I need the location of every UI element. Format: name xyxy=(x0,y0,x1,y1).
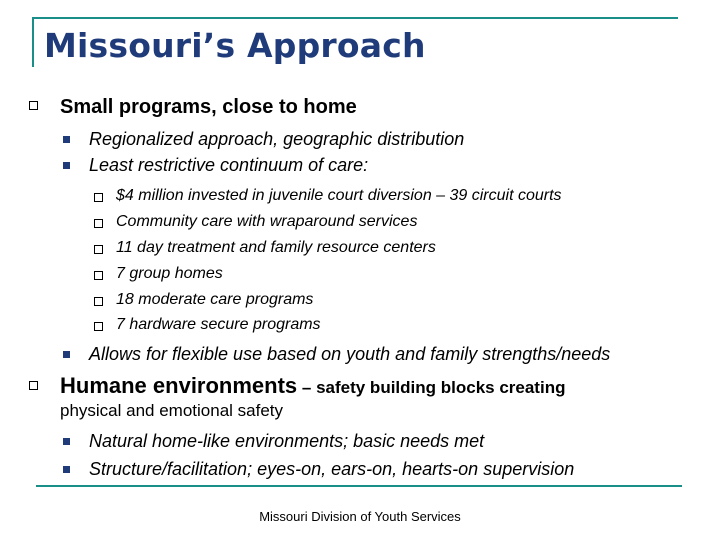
title-frame-left-rule xyxy=(32,17,34,67)
filled-square-bullet-icon xyxy=(63,136,70,143)
filled-square-bullet-icon xyxy=(63,351,70,358)
sub-item-secure-programs: 7 hardware secure programs xyxy=(116,316,321,333)
filled-square-bullet-icon xyxy=(63,162,70,169)
footer-rule xyxy=(36,485,682,487)
hollow-square-bullet-icon xyxy=(94,322,103,331)
sub-item-group-homes: 7 group homes xyxy=(116,265,223,282)
humane-environments-continuation: physical and emotional safety xyxy=(60,401,284,420)
bullet-flexible-use: Allows for flexible use based on youth and family strengths/needs xyxy=(89,344,611,364)
sub-item-moderate-care: 18 moderate care programs xyxy=(116,291,314,308)
hollow-square-bullet-icon xyxy=(94,219,103,228)
bullet-natural-home: Natural home-like environments; basic needs met xyxy=(89,431,485,451)
filled-square-bullet-icon xyxy=(63,466,70,473)
bullet-humane-environments xyxy=(60,373,565,399)
bullet-least-restrictive: Least restrictive continuum of care: xyxy=(89,155,369,175)
sub-item-diversion: $4 million invested in juvenile court diversion – 39 circuit courts xyxy=(116,187,562,204)
filled-square-bullet-icon xyxy=(63,438,70,445)
bullet-regionalized: Regionalized approach, geographic distribution xyxy=(89,129,465,149)
hollow-square-bullet-icon xyxy=(94,297,103,306)
title-frame-top-rule xyxy=(32,17,678,19)
slide-footer: Missouri Division of Youth Services xyxy=(259,509,461,524)
slide-title: Missouri’s Approach xyxy=(44,26,426,65)
humane-environments-heading: Humane environments xyxy=(60,373,298,398)
humane-environments-tail: – safety building blocks creating xyxy=(297,378,566,397)
hollow-square-bullet-icon xyxy=(94,271,103,280)
bullet-small-programs: Small programs, close to home xyxy=(60,96,357,118)
hollow-square-bullet-icon xyxy=(94,245,103,254)
sub-item-community-care: Community care with wraparound services xyxy=(116,213,418,230)
hollow-square-bullet-icon xyxy=(29,381,38,390)
bullet-structure-facilitation: Structure/facilitation; eyes-on, ears-on, hearts-on supervision xyxy=(89,459,575,479)
sub-item-day-treatment: 11 day treatment and family resource centers xyxy=(116,239,436,256)
hollow-square-bullet-icon xyxy=(29,101,38,110)
hollow-square-bullet-icon xyxy=(94,193,103,202)
